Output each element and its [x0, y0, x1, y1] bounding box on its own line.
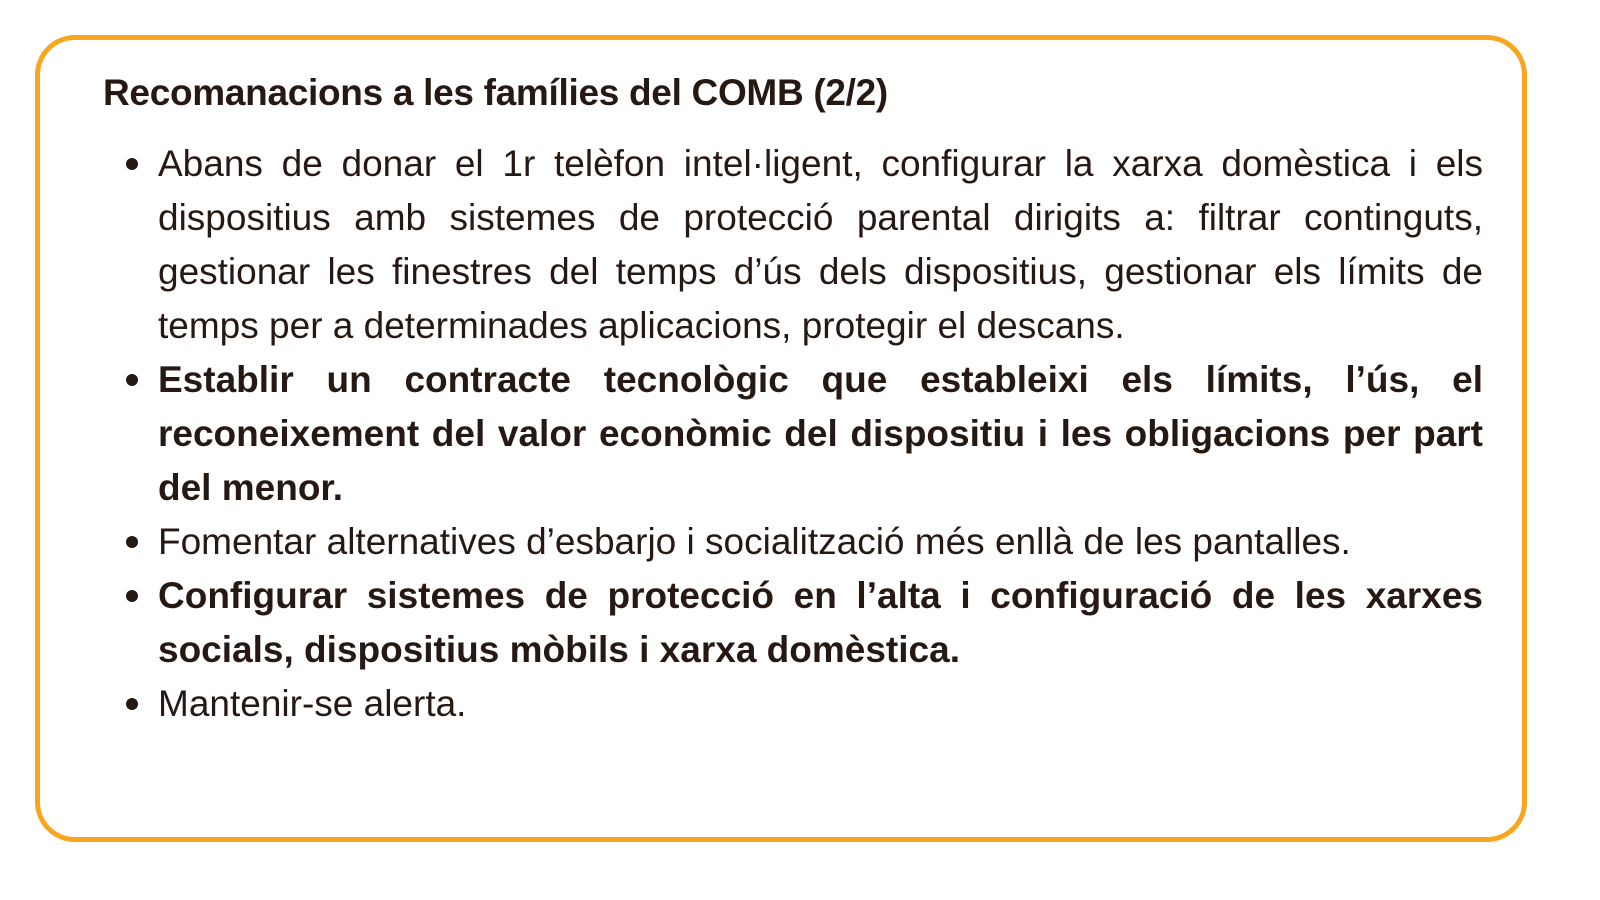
list-item-text: Configurar sistemes de protecció en l’alta i configuració de les xarxes socials, dispositius mòbils i xarxa domèstica. — [158, 575, 1483, 670]
bullet-icon — [126, 158, 138, 170]
list-item — [158, 677, 1483, 731]
list-item-text: Abans de donar el 1r telèfon intel·ligent, configurar la xarxa domèstica i els dispositius amb sistemes de protecció parental dirigits a: filtrar continguts, gestionar les finestres del temps d’ús dels dispositius, gestionar els límits de temps per a determinades aplicacions, protegir el descans. — [158, 143, 1483, 346]
bullet-icon — [126, 590, 138, 602]
recommendations-list — [158, 137, 1483, 731]
list-item-text: Mantenir-se alerta. — [158, 683, 467, 724]
card-title: Recomanacions a les famílies del COMB (2/2) — [103, 72, 888, 113]
list-item — [158, 137, 1483, 353]
list-item — [158, 353, 1483, 515]
bullet-icon — [126, 536, 138, 548]
bullet-icon — [126, 374, 138, 386]
list-item-text: Establir un contracte tecnològic que estableixi els límits, l’ús, el reconeixement del valor econòmic del dispositiu i les obligacions per part del menor. — [158, 359, 1483, 508]
list-item — [158, 569, 1483, 677]
list-item-text: Fomentar alternatives d’esbarjo i socialització més enllà de les pantalles. — [158, 521, 1351, 562]
bullet-icon — [126, 698, 138, 710]
recommendations-card — [35, 35, 1527, 842]
list-item — [158, 515, 1483, 569]
